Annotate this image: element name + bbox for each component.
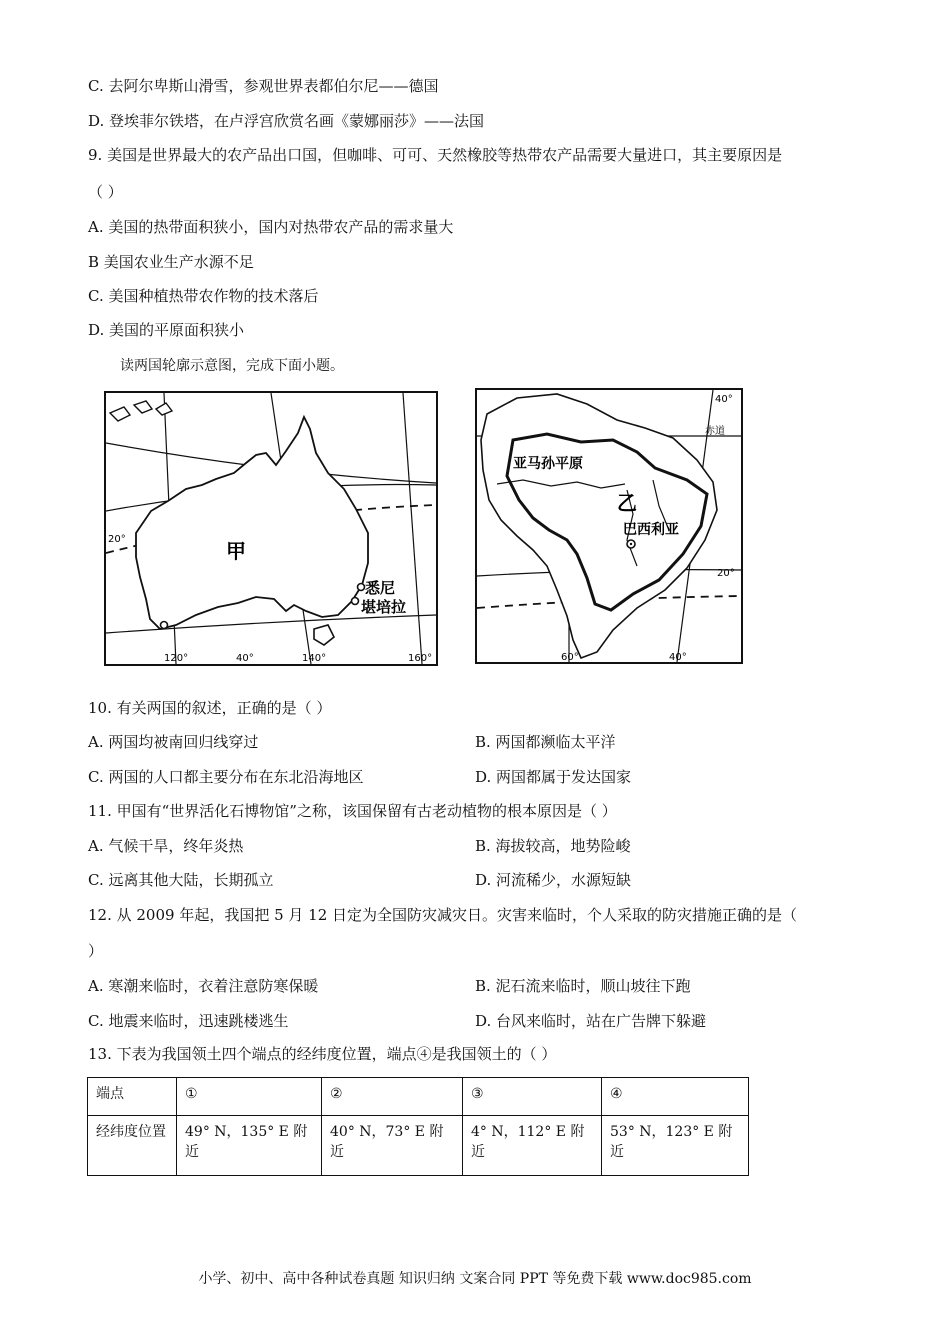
table-cell: 40° N，73° E 附近 — [322, 1116, 463, 1176]
city-label-canberra: 堪培拉 — [361, 598, 407, 616]
q12-option-c: C. 地震来临时，迅速跳楼逃生 — [88, 1012, 289, 1030]
page-footer: 小学、初中、高中各种试卷真题 知识归纳 文案合同 PPT 等免费下载 www.doc985.com — [198, 1271, 752, 1287]
q12-option-a: A. 寒潮来临时，衣着注意防寒保暖 — [88, 977, 319, 995]
lon-label-120: 120° — [164, 653, 189, 664]
lon-label-top-40: 40° — [715, 394, 733, 405]
table-header-cell: ① — [177, 1078, 322, 1116]
table-header-cell: ③ — [463, 1078, 602, 1116]
lon-label-160: 160° — [408, 653, 433, 664]
q10-option-d: D. 两国都属于发达国家 — [475, 768, 632, 786]
q11-option-a: A. 气候干旱，终年炎热 — [88, 837, 244, 855]
q12-stem: 12. 从 2009 年起，我国把 5 月 12 日定为全国防灾减灾日。灾害来临时，个人采取的防灾措施正确的是（ — [88, 906, 798, 924]
q8-option-d: D. 登埃菲尔铁塔，在卢浮宫欣赏名画《蒙娜丽莎》——法国 — [88, 112, 485, 130]
q9-option-d: D. 美国的平原面积狭小 — [88, 321, 245, 339]
q12-stem-end: ） — [88, 942, 104, 960]
equator-label: 赤道 — [705, 426, 725, 437]
lon-label-60: 60° — [561, 652, 579, 662]
lon-label-40: 40° — [236, 653, 254, 664]
q9-stem: 9. 美国是世界最大的农产品出口国，但咖啡、可可、天然橡胶等热带农产品需要大量进口，其主要原因是 — [88, 146, 783, 164]
q12-option-b: B. 泥石流来临时，顺山坡往下跑 — [475, 977, 691, 995]
q12-option-d: D. 台风来临时，站在广告牌下躲避 — [475, 1012, 707, 1030]
q11-stem: 11. 甲国有“世界活化石博物馆”之称，该国保留有古老动植物的根本原因是（ ） — [88, 802, 617, 820]
table-header-cell: ④ — [602, 1078, 749, 1116]
q13-table — [87, 1077, 749, 1176]
lon-label-140: 140° — [302, 653, 327, 664]
table-cell: 经纬度位置 — [88, 1116, 177, 1176]
country-label-jia: 甲 — [226, 539, 246, 563]
q11-option-c: C. 远离其他大陆，长期孤立 — [88, 871, 274, 889]
table-cell: 49° N，135° E 附近 — [177, 1116, 322, 1176]
plain-label-amazon: 亚马孙平原 — [513, 456, 583, 472]
map-australia — [104, 391, 438, 666]
q10-stem: 10. 有关两国的叙述，正确的是（ ） — [88, 699, 332, 717]
q10-option-c: C. 两国的人口都主要分布在东北沿海地区 — [88, 768, 364, 786]
q9-option-a: A. 美国的热带面积狭小，国内对热带农产品的需求量大 — [88, 218, 454, 236]
australia-outline — [106, 393, 436, 664]
table-cell: 4° N，112° E 附近 — [463, 1116, 602, 1176]
q10-option-b: B. 两国都濒临太平洋 — [475, 733, 616, 751]
lat-label-20: 20° — [108, 534, 126, 545]
lat-label-20-right: 20° — [717, 568, 735, 579]
city-label-sydney: 悉尼 — [365, 579, 396, 597]
q10-option-a: A. 两国均被南回归线穿过 — [88, 733, 259, 751]
lon-label-bottom-40: 40° — [669, 652, 687, 662]
city-label-brasilia: 巴西利亚 — [623, 522, 679, 538]
q13-stem: 13. 下表为我国领土四个端点的经纬度位置，端点④是我国领土的（ ） — [88, 1045, 557, 1063]
q9-option-c: C. 美国种植热带农作物的技术落后 — [88, 287, 319, 305]
q9-answer-blank: （ ） — [88, 183, 123, 201]
table-header-cell: 端点 — [88, 1078, 177, 1116]
q11-option-b: B. 海拔较高，地势险峻 — [475, 837, 631, 855]
table-cell: 53° N，123° E 附近 — [602, 1116, 749, 1176]
table-header-cell: ② — [322, 1078, 463, 1116]
table-row — [88, 1116, 749, 1176]
map-brazil — [475, 388, 743, 664]
brazil-outline — [477, 390, 741, 662]
table-row — [88, 1078, 749, 1116]
q11-option-d: D. 河流稀少，水源短缺 — [475, 871, 632, 889]
q9-option-b: B 美国农业生产水源不足 — [88, 253, 254, 271]
maps-intro: 读两国轮廓示意图，完成下面小题。 — [120, 358, 344, 374]
country-label-yi: 乙 — [617, 491, 637, 515]
q8-option-c: C. 去阿尔卑斯山滑雪，参观世界表都伯尔尼——德国 — [88, 77, 439, 95]
